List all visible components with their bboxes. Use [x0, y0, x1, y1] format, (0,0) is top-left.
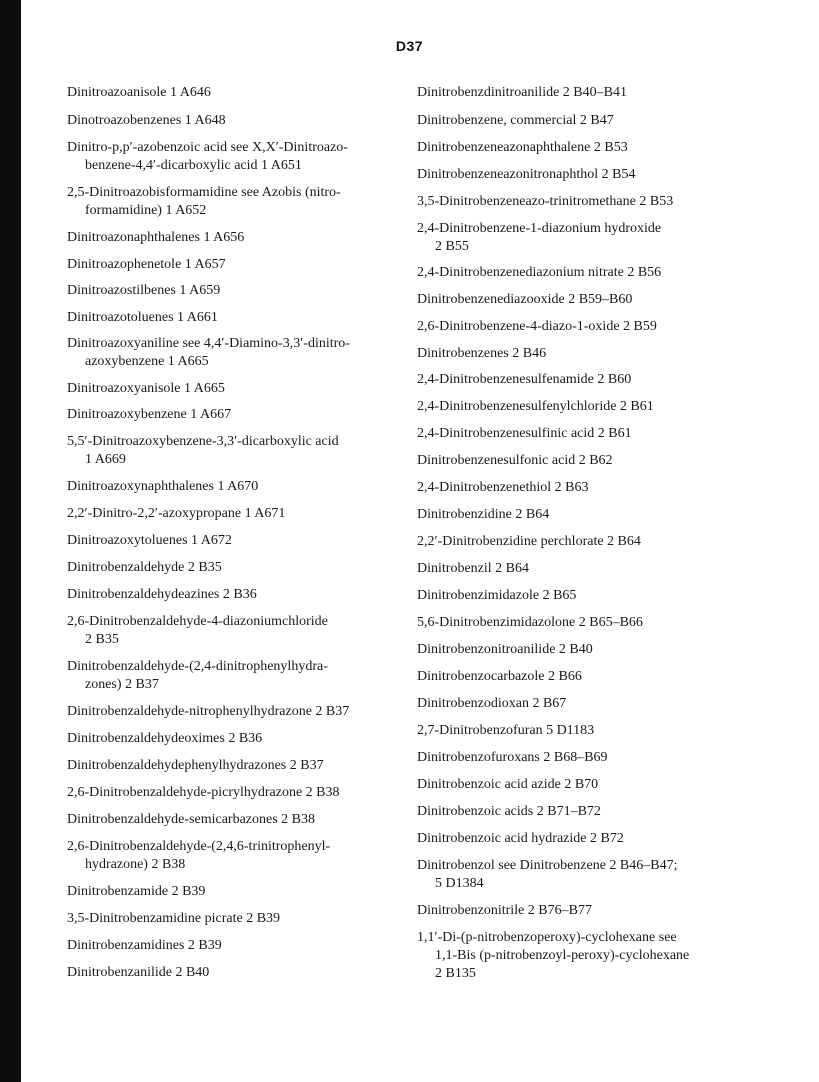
index-entry: [417, 345, 780, 363]
index-entry: [417, 776, 780, 794]
index-entry-text: Dinitrobenzenes 2 B46: [417, 346, 547, 361]
index-entry: [417, 506, 780, 524]
index-entry-text: Dinitrobenzaldehyde-semicarbazones 2 B38: [67, 812, 316, 827]
index-entry: [417, 533, 780, 551]
index-entry: [417, 749, 780, 767]
index-entry: [67, 559, 415, 577]
index-entry: [67, 478, 415, 496]
index-entry-text: Dinitrobenzamidines 2 B39: [67, 938, 222, 953]
index-entry-text: Dinitrobenzoic acid azide 2 B70: [417, 777, 599, 792]
index-entry-text: Dinitrobenzonitroanilide 2 B40: [417, 642, 593, 657]
index-entry-text: 2,6-Dinitrobenzaldehyde-4-diazoniumchloride: [67, 614, 328, 629]
index-entry: [67, 703, 415, 721]
index-entry: [67, 282, 415, 300]
index-entry: [67, 406, 415, 424]
index-entry: [417, 722, 780, 740]
index-entry-text: 2,4-Dinitrobenzenesulfinic acid 2 B61: [417, 426, 632, 441]
index-entry: [417, 371, 780, 389]
index-entry-text: Dinitrobenzol see Dinitrobenzene 2 B46–B47;: [417, 858, 678, 873]
index-entry: [417, 112, 780, 130]
index-entry-text: Dinitrobenzaldehyde-nitrophenylhydrazone 2 B37: [67, 704, 350, 719]
index-entry-text: Dinitrobenzidine 2 B64: [417, 507, 550, 522]
index-entry-text: Dinitrobenzaldehydephenylhydrazones 2 B37: [67, 758, 324, 773]
index-entry-text: 5,5′-Dinitroazoxybenzene-3,3′-dicarboxylic acid: [67, 434, 339, 449]
index-entry: [417, 139, 780, 157]
index-entry-continuation: 2 B35: [85, 632, 119, 647]
index-entry: [67, 256, 415, 274]
index-entry-text: Dinitrobenzanilide 2 B40: [67, 965, 210, 980]
index-entry: [67, 937, 415, 955]
index-entry-text: 2,6-Dinitrobenzaldehyde-picrylhydrazone 2 B38: [67, 785, 340, 800]
index-entry: [417, 398, 780, 416]
index-entry-text: 2,5-Dinitroazobisformamidine see Azobis (nitro-: [67, 185, 341, 200]
index-entry-text: Dinitroazoanisole 1 A646: [67, 85, 211, 100]
index-entry-text: Dinitroazoxynaphthalenes 1 A670: [67, 479, 259, 494]
index-entry-text: Dinitrobenzeneazonitronaphthol 2 B54: [417, 167, 636, 182]
index-entry-text: Dinitrobenzaldehydeoximes 2 B36: [67, 731, 263, 746]
index-entry: [67, 84, 415, 102]
index-entry: [417, 857, 780, 893]
index-entry-text: 2,4-Dinitrobenzenesulfenylchloride 2 B61: [417, 399, 654, 414]
index-entry: [67, 811, 415, 829]
index-entry: [67, 532, 415, 550]
index-entry: [417, 193, 780, 211]
index-entry-text: Dinitroazoxytoluenes 1 A672: [67, 533, 232, 548]
index-entry-text: Dinitrobenzaldehyde-(2,4-dinitrophenylhydra-: [67, 659, 328, 674]
index-entry-continuation: hydrazone) 2 B38: [85, 857, 186, 872]
index-entry-text: Dinitrobenzaldehyde 2 B35: [67, 560, 222, 575]
index-entry: [417, 264, 780, 282]
index-entry-text: Dinitrobenzoic acids 2 B71–B72: [417, 804, 601, 819]
index-entry-text: Dinitrobenzil 2 B64: [417, 561, 529, 576]
index-entry-continuation: 1 A669: [85, 452, 126, 467]
index-entry-text: 2,6-Dinitrobenzaldehyde-(2,4,6-trinitrophenyl-: [67, 839, 331, 854]
index-entry-text: Dinitrobenzodioxan 2 B67: [417, 696, 567, 711]
index-entry: [417, 668, 780, 686]
index-entry-text: Dinitro-p,p′-azobenzoic acid see X,X′-Dinitroazo-: [67, 140, 348, 155]
index-entry-text: 2,2′-Dinitro-2,2′-azoxypropane 1 A671: [67, 506, 286, 521]
index-entry-text: Dinitroazophenetole 1 A657: [67, 257, 226, 272]
index-entry-text: Dinitroazoxyanisole 1 A665: [67, 381, 225, 396]
index-entry-text: Dinitrobenzofuroxans 2 B68–B69: [417, 750, 608, 765]
index-entry-text: 2,4-Dinitrobenzenesulfenamide 2 B60: [417, 372, 632, 387]
index-entry-text: Dinitrobenzocarbazole 2 B66: [417, 669, 582, 684]
index-entry: [67, 658, 415, 694]
index-entry-text: 1,1′-Di-(p-nitrobenzoperoxy)-cyclohexane see: [417, 930, 677, 945]
index-entry-text: 5,6-Dinitrobenzimidazolone 2 B65–B66: [417, 615, 643, 630]
index-entry-continuation: zones) 2 B37: [85, 677, 159, 692]
index-entry-text: Dinitroazonaphthalenes 1 A656: [67, 230, 245, 245]
index-entry: [67, 335, 415, 371]
index-entry-continuation: 2 B135: [435, 966, 476, 981]
index-entry: [67, 613, 415, 649]
index-entry: [417, 318, 780, 336]
index-entry: [67, 883, 415, 901]
index-entry: [67, 838, 415, 874]
index-entry-text: 3,5-Dinitrobenzeneazo-trinitromethane 2 B53: [417, 194, 674, 209]
index-entry: [417, 166, 780, 184]
index-entry-text: Dinitroazoxyaniline see 4,4′-Diamino-3,3′-dinitro-: [67, 336, 350, 351]
index-entry: [67, 910, 415, 928]
page-label: D37: [395, 38, 424, 54]
index-entry-text: Dinitroazostilbenes 1 A659: [67, 283, 221, 298]
index-entry-continuation: 2 B55: [435, 239, 469, 254]
index-entry: [67, 433, 415, 469]
index-entry: [67, 184, 415, 220]
index-entry: [417, 830, 780, 848]
index-entry-continuation: azoxybenzene 1 A665: [85, 354, 209, 369]
index-entry-continuation: 5 D1384: [435, 876, 484, 891]
index-entry-text: Dinitrobenzoic acid hydrazide 2 B72: [417, 831, 624, 846]
index-entry: [417, 479, 780, 497]
index-entry: [417, 803, 780, 821]
index-entry: [417, 587, 780, 605]
index-entry-text: 2,4-Dinitrobenzenethiol 2 B63: [417, 480, 589, 495]
index-entry-text: Dinitrobenzimidazole 2 B65: [417, 588, 577, 603]
index-entry: [417, 84, 780, 102]
scan-edge-shadow: [0, 0, 21, 1082]
index-entry: [67, 964, 415, 982]
index-entry-text: Dinitroazotoluenes 1 A661: [67, 310, 218, 325]
index-entry-text: 2,4-Dinitrobenzene-1-diazonium hydroxide: [417, 221, 662, 236]
index-entry: [417, 560, 780, 578]
index-entry: [67, 380, 415, 398]
index-entry-text: Dinitrobenzonitrile 2 B76–B77: [417, 903, 592, 918]
index-entry: [67, 139, 415, 175]
index-entry: [417, 902, 780, 920]
index-entry-text: 2,2′-Dinitrobenzidine perchlorate 2 B64: [417, 534, 641, 549]
index-entry: [417, 220, 780, 256]
index-entry: [67, 309, 415, 327]
index-entry: [417, 929, 780, 983]
index-entry: [417, 425, 780, 443]
index-entry-text: Dinitrobenzene, commercial 2 B47: [417, 113, 614, 128]
index-entry: [417, 641, 780, 659]
index-entry-text: Dinitrobenzdinitroanilide 2 B40–B41: [417, 85, 627, 100]
index-entry-text: Dinitrobenzamide 2 B39: [67, 884, 206, 899]
index-entry: [67, 586, 415, 604]
index-entry-text: Dinitrobenzenediazooxide 2 B59–B60: [417, 292, 633, 307]
index-entry-text: Dinitrobenzenesulfonic acid 2 B62: [417, 453, 613, 468]
index-entry: [417, 695, 780, 713]
index-entry: [417, 291, 780, 309]
index-entry-continuation: formamidine) 1 A652: [85, 203, 207, 218]
index-entry-text: Dinitrobenzeneazonaphthalene 2 B53: [417, 140, 628, 155]
index-entry: [417, 614, 780, 632]
index-entry-text: Dinitrobenzaldehydeazines 2 B36: [67, 587, 257, 602]
index-entry-text: 3,5-Dinitrobenzamidine picrate 2 B39: [67, 911, 281, 926]
index-entry: [67, 730, 415, 748]
index-entry-continuation: benzene-4,4′-dicarboxylic acid 1 A651: [85, 158, 302, 173]
index-entry-text: Dinotroazobenzenes 1 A648: [67, 113, 226, 128]
index-entry-continuation: 1,1-Bis (p-nitrobenzoyl-peroxy)-cyclohexane: [435, 948, 690, 963]
index-entry-text: 2,4-Dinitrobenzenediazonium nitrate 2 B56: [417, 265, 662, 280]
index-entry: [67, 112, 415, 130]
index-entry: [417, 452, 780, 470]
index-entry-text: Dinitroazoxybenzene 1 A667: [67, 407, 232, 422]
index-entry: [67, 229, 415, 247]
index-entry: [67, 784, 415, 802]
index-entry-text: 2,6-Dinitrobenzene-4-diazo-1-oxide 2 B59: [417, 319, 657, 334]
index-entry: [67, 505, 415, 523]
index-entry-text: 2,7-Dinitrobenzofuran 5 D1183: [417, 723, 595, 738]
index-entry: [67, 757, 415, 775]
